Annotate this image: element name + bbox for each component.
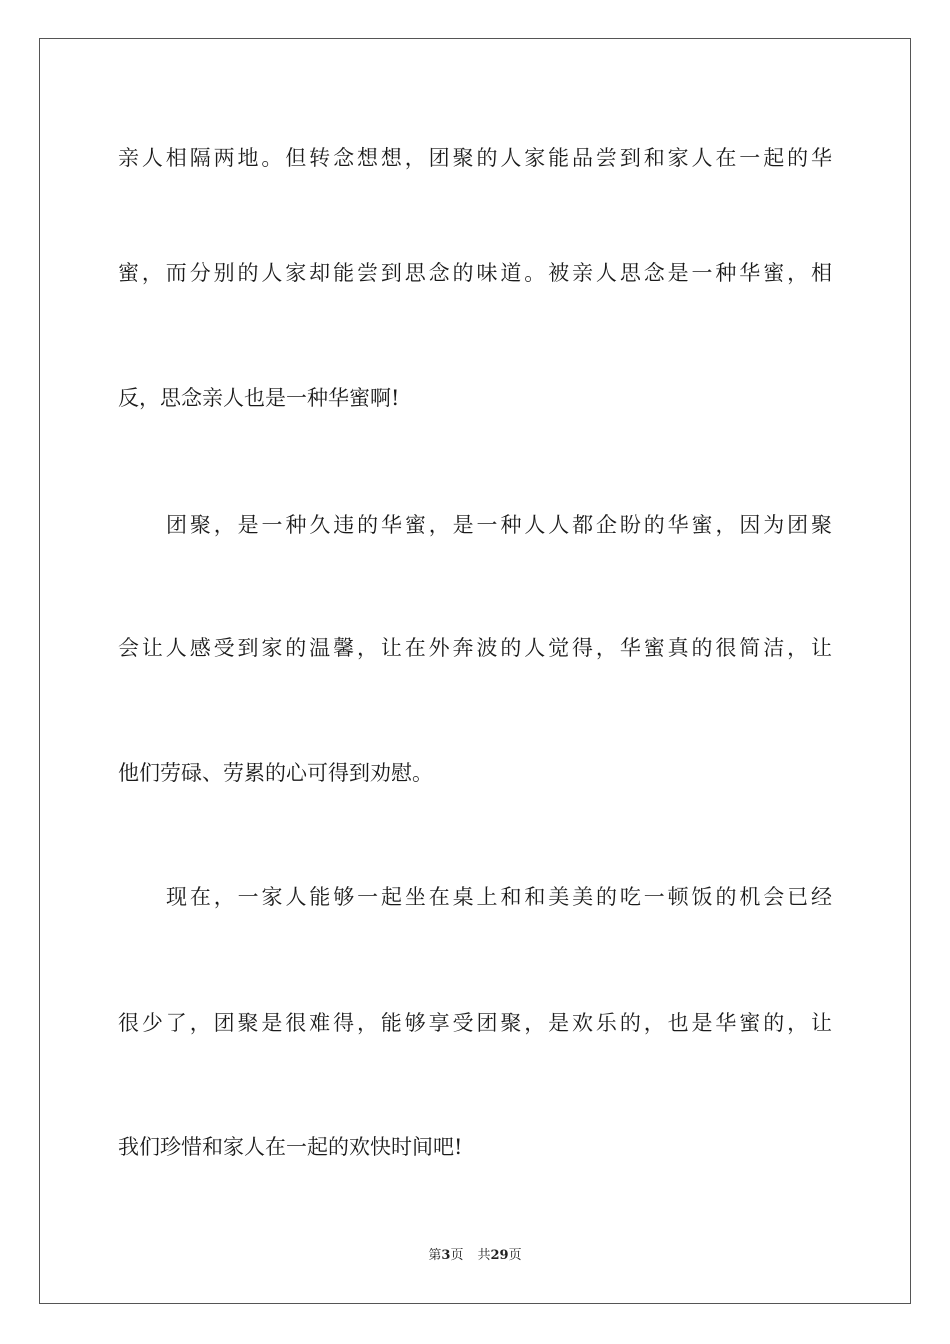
paragraph-line: 很少了，团聚是很难得，能够享受团聚，是欢乐的，也是华蜜的，让 [118, 1011, 832, 1035]
paragraph-line: 蜜，而分别的人家却能尝到思念的味道。被亲人思念是一种华蜜，相 [118, 261, 832, 285]
total-pages: 29 [490, 1248, 509, 1263]
paragraph-line: 会让人感受到家的温馨，让在外奔波的人觉得，华蜜真的很简洁，让 [118, 636, 832, 660]
paragraph-first-line: 现在，一家人能够一起坐在桌上和和美美的吃一顿饭的机会已经 [166, 885, 832, 909]
total-label-suffix: 页 [508, 1248, 522, 1263]
paragraph-line: 我们珍惜和家人在一起的欢快时间吧! [118, 1135, 463, 1159]
paragraph-line: 反，思念亲人也是一种华蜜啊! [118, 386, 400, 410]
page-label-prefix: 第 [428, 1248, 442, 1263]
paragraph-first-line: 团聚，是一种久违的华蜜，是一种人人都企盼的华蜜，因为团聚 [166, 513, 832, 537]
page-footer [0, 1246, 950, 1266]
page-label-suffix: 页 [450, 1248, 464, 1263]
paragraph-line: 他们劳碌、劳累的心可得到劝慰。 [118, 761, 433, 785]
total-label-prefix: 共 [477, 1248, 491, 1263]
page-border [39, 38, 911, 1304]
page-number: 3 [441, 1248, 451, 1263]
paragraph-line: 亲人相隔两地。但转念想想，团聚的人家能品尝到和家人在一起的华 [118, 146, 832, 170]
